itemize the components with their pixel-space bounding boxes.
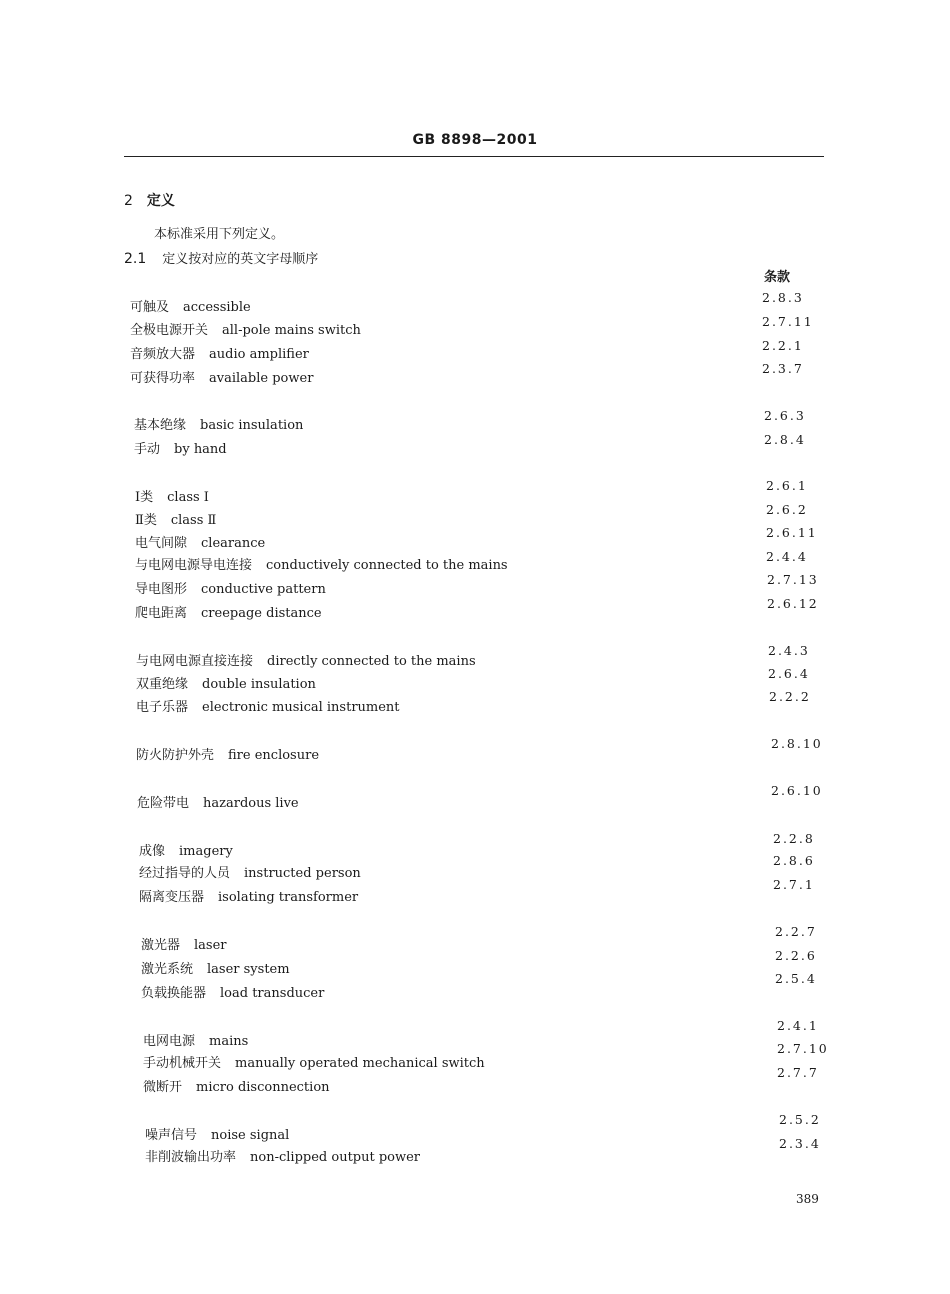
definition-row xyxy=(139,840,233,859)
definition-row xyxy=(143,1052,485,1071)
section-title: 定义 xyxy=(146,193,175,209)
term-chinese: Ⅱ类 xyxy=(135,513,157,528)
term-chinese: 音频放大器 xyxy=(130,347,196,362)
term-english: creepage distance xyxy=(201,606,322,621)
clause-number: 2.7.7 xyxy=(777,1065,819,1080)
clause-column-header: 条款 xyxy=(764,270,791,285)
term-english: audio amplifier xyxy=(209,347,309,362)
definition-row xyxy=(139,886,358,905)
term-chinese: 经过指导的人员 xyxy=(139,866,231,881)
term-chinese: 导电图形 xyxy=(135,582,188,597)
clause-number: 2.7.1 xyxy=(773,877,815,892)
term-chinese: Ⅰ类 xyxy=(135,490,154,505)
section-number: 2 xyxy=(124,193,133,209)
clause-number: 2.8.4 xyxy=(764,432,806,447)
clause-number: 2.6.10 xyxy=(771,783,823,798)
term-english: electronic musical instrument xyxy=(202,700,400,715)
subsection-title: 定义按对应的英文字母顺序 xyxy=(162,252,319,267)
term-english: load transducer xyxy=(220,986,325,1001)
term-english: micro disconnection xyxy=(196,1080,330,1095)
clause-number: 2.8.6 xyxy=(773,853,815,868)
clause-number: 2.7.11 xyxy=(762,314,814,329)
definition-row xyxy=(130,343,309,362)
clause-number: 2.3.7 xyxy=(762,361,804,376)
term-english: mains xyxy=(209,1034,249,1049)
section-heading xyxy=(124,190,175,210)
definition-row xyxy=(141,982,324,1001)
clause-number: 2.6.4 xyxy=(768,666,810,681)
term-english: conductive pattern xyxy=(201,582,326,597)
term-english: double insulation xyxy=(202,677,316,692)
term-english: fire enclosure xyxy=(228,748,320,763)
clause-number: 2.2.7 xyxy=(775,924,817,939)
term-english: available power xyxy=(209,371,314,386)
intro-text: 本标准采用下列定义。 xyxy=(154,227,285,242)
definition-row xyxy=(135,532,265,551)
term-chinese: 全极电源开关 xyxy=(130,323,209,338)
clause-number: 2.6.11 xyxy=(766,525,818,540)
term-english: clearance xyxy=(201,536,266,551)
definition-row xyxy=(145,1124,289,1143)
clause-number: 2.8.10 xyxy=(771,736,823,751)
term-chinese: 防火防护外壳 xyxy=(136,748,215,763)
term-english: instructed person xyxy=(244,866,361,881)
term-english: by hand xyxy=(174,442,227,457)
clause-number: 2.2.8 xyxy=(773,831,815,846)
header-rule xyxy=(124,156,824,157)
definition-row xyxy=(135,509,216,528)
clause-number: 2.2.1 xyxy=(762,338,804,353)
clause-number: 2.4.3 xyxy=(768,643,810,658)
term-chinese: 激光系统 xyxy=(141,962,194,977)
term-chinese: 隔离变压器 xyxy=(139,890,205,905)
term-english: laser xyxy=(194,938,227,953)
definition-row xyxy=(139,862,361,881)
clause-number: 2.6.12 xyxy=(767,596,819,611)
term-english: imagery xyxy=(179,844,233,859)
term-chinese: 激光器 xyxy=(141,938,181,953)
clause-number: 2.8.3 xyxy=(762,290,804,305)
clause-number: 2.7.13 xyxy=(767,572,819,587)
term-english: accessible xyxy=(183,300,251,315)
term-chinese: 手动机械开关 xyxy=(143,1056,222,1071)
term-chinese: 双重绝缘 xyxy=(136,677,189,692)
definition-row xyxy=(136,650,476,669)
definition-row xyxy=(136,696,400,715)
term-english: isolating transformer xyxy=(218,890,359,905)
term-chinese: 成像 xyxy=(139,844,166,859)
term-chinese: 危险带电 xyxy=(137,796,190,811)
definition-row xyxy=(141,958,290,977)
term-english: conductively connected to the mains xyxy=(266,558,508,573)
term-english: all-pole mains switch xyxy=(222,323,361,338)
definition-row xyxy=(135,578,326,597)
definition-row xyxy=(141,934,227,953)
definition-row xyxy=(130,367,313,386)
term-chinese: 非削波输出功率 xyxy=(145,1150,237,1165)
clause-number: 2.2.6 xyxy=(775,948,817,963)
definition-row xyxy=(130,296,251,315)
clause-number: 2.7.10 xyxy=(777,1041,829,1056)
definition-row xyxy=(136,673,316,692)
term-chinese: 电网电源 xyxy=(143,1034,196,1049)
subsection-heading xyxy=(124,248,318,267)
term-english: class Ⅰ xyxy=(167,490,209,505)
clause-number: 2.4.4 xyxy=(766,549,808,564)
term-chinese: 负载换能器 xyxy=(141,986,207,1001)
document-header: GB 8898—2001 xyxy=(412,132,538,148)
definition-row xyxy=(134,438,227,457)
term-english: class Ⅱ xyxy=(170,513,217,528)
definition-row xyxy=(137,792,299,811)
clause-number: 2.6.2 xyxy=(766,502,808,517)
term-chinese: 手动 xyxy=(134,442,161,457)
clause-number: 2.5.4 xyxy=(775,971,817,986)
term-chinese: 电气间隙 xyxy=(135,536,188,551)
term-chinese: 微断开 xyxy=(143,1080,183,1095)
term-english: directly connected to the mains xyxy=(267,654,476,669)
term-chinese: 与电网电源直接连接 xyxy=(136,654,254,669)
definition-row xyxy=(134,414,303,433)
term-english: noise signal xyxy=(211,1128,290,1143)
term-chinese: 基本绝缘 xyxy=(134,418,187,433)
term-english: laser system xyxy=(207,962,290,977)
page-number: 389 xyxy=(796,1192,819,1206)
term-chinese: 与电网电源导电连接 xyxy=(135,558,253,573)
clause-number: 2.3.4 xyxy=(779,1136,821,1151)
definition-row xyxy=(143,1076,330,1095)
clause-number: 2.6.3 xyxy=(764,408,806,423)
definition-row xyxy=(130,319,361,338)
term-english: basic insulation xyxy=(200,418,304,433)
definition-row xyxy=(143,1030,248,1049)
term-chinese: 噪声信号 xyxy=(145,1128,198,1143)
term-chinese: 可获得功率 xyxy=(130,371,196,386)
term-chinese: 可触及 xyxy=(130,300,170,315)
clause-number: 2.2.2 xyxy=(769,689,811,704)
clause-number: 2.6.1 xyxy=(766,478,808,493)
term-english: hazardous live xyxy=(203,796,299,811)
subsection-number: 2.1 xyxy=(124,251,147,267)
term-english: manually operated mechanical switch xyxy=(235,1056,485,1071)
definition-row xyxy=(135,486,209,505)
term-chinese: 电子乐器 xyxy=(136,700,189,715)
definition-row xyxy=(135,554,508,573)
definition-row xyxy=(136,744,319,763)
clause-number: 2.5.2 xyxy=(779,1112,821,1127)
definition-row xyxy=(135,602,322,621)
clause-number: 2.4.1 xyxy=(777,1018,819,1033)
term-english: non-clipped output power xyxy=(250,1150,421,1165)
definition-row xyxy=(145,1146,420,1165)
term-chinese: 爬电距离 xyxy=(135,606,188,621)
